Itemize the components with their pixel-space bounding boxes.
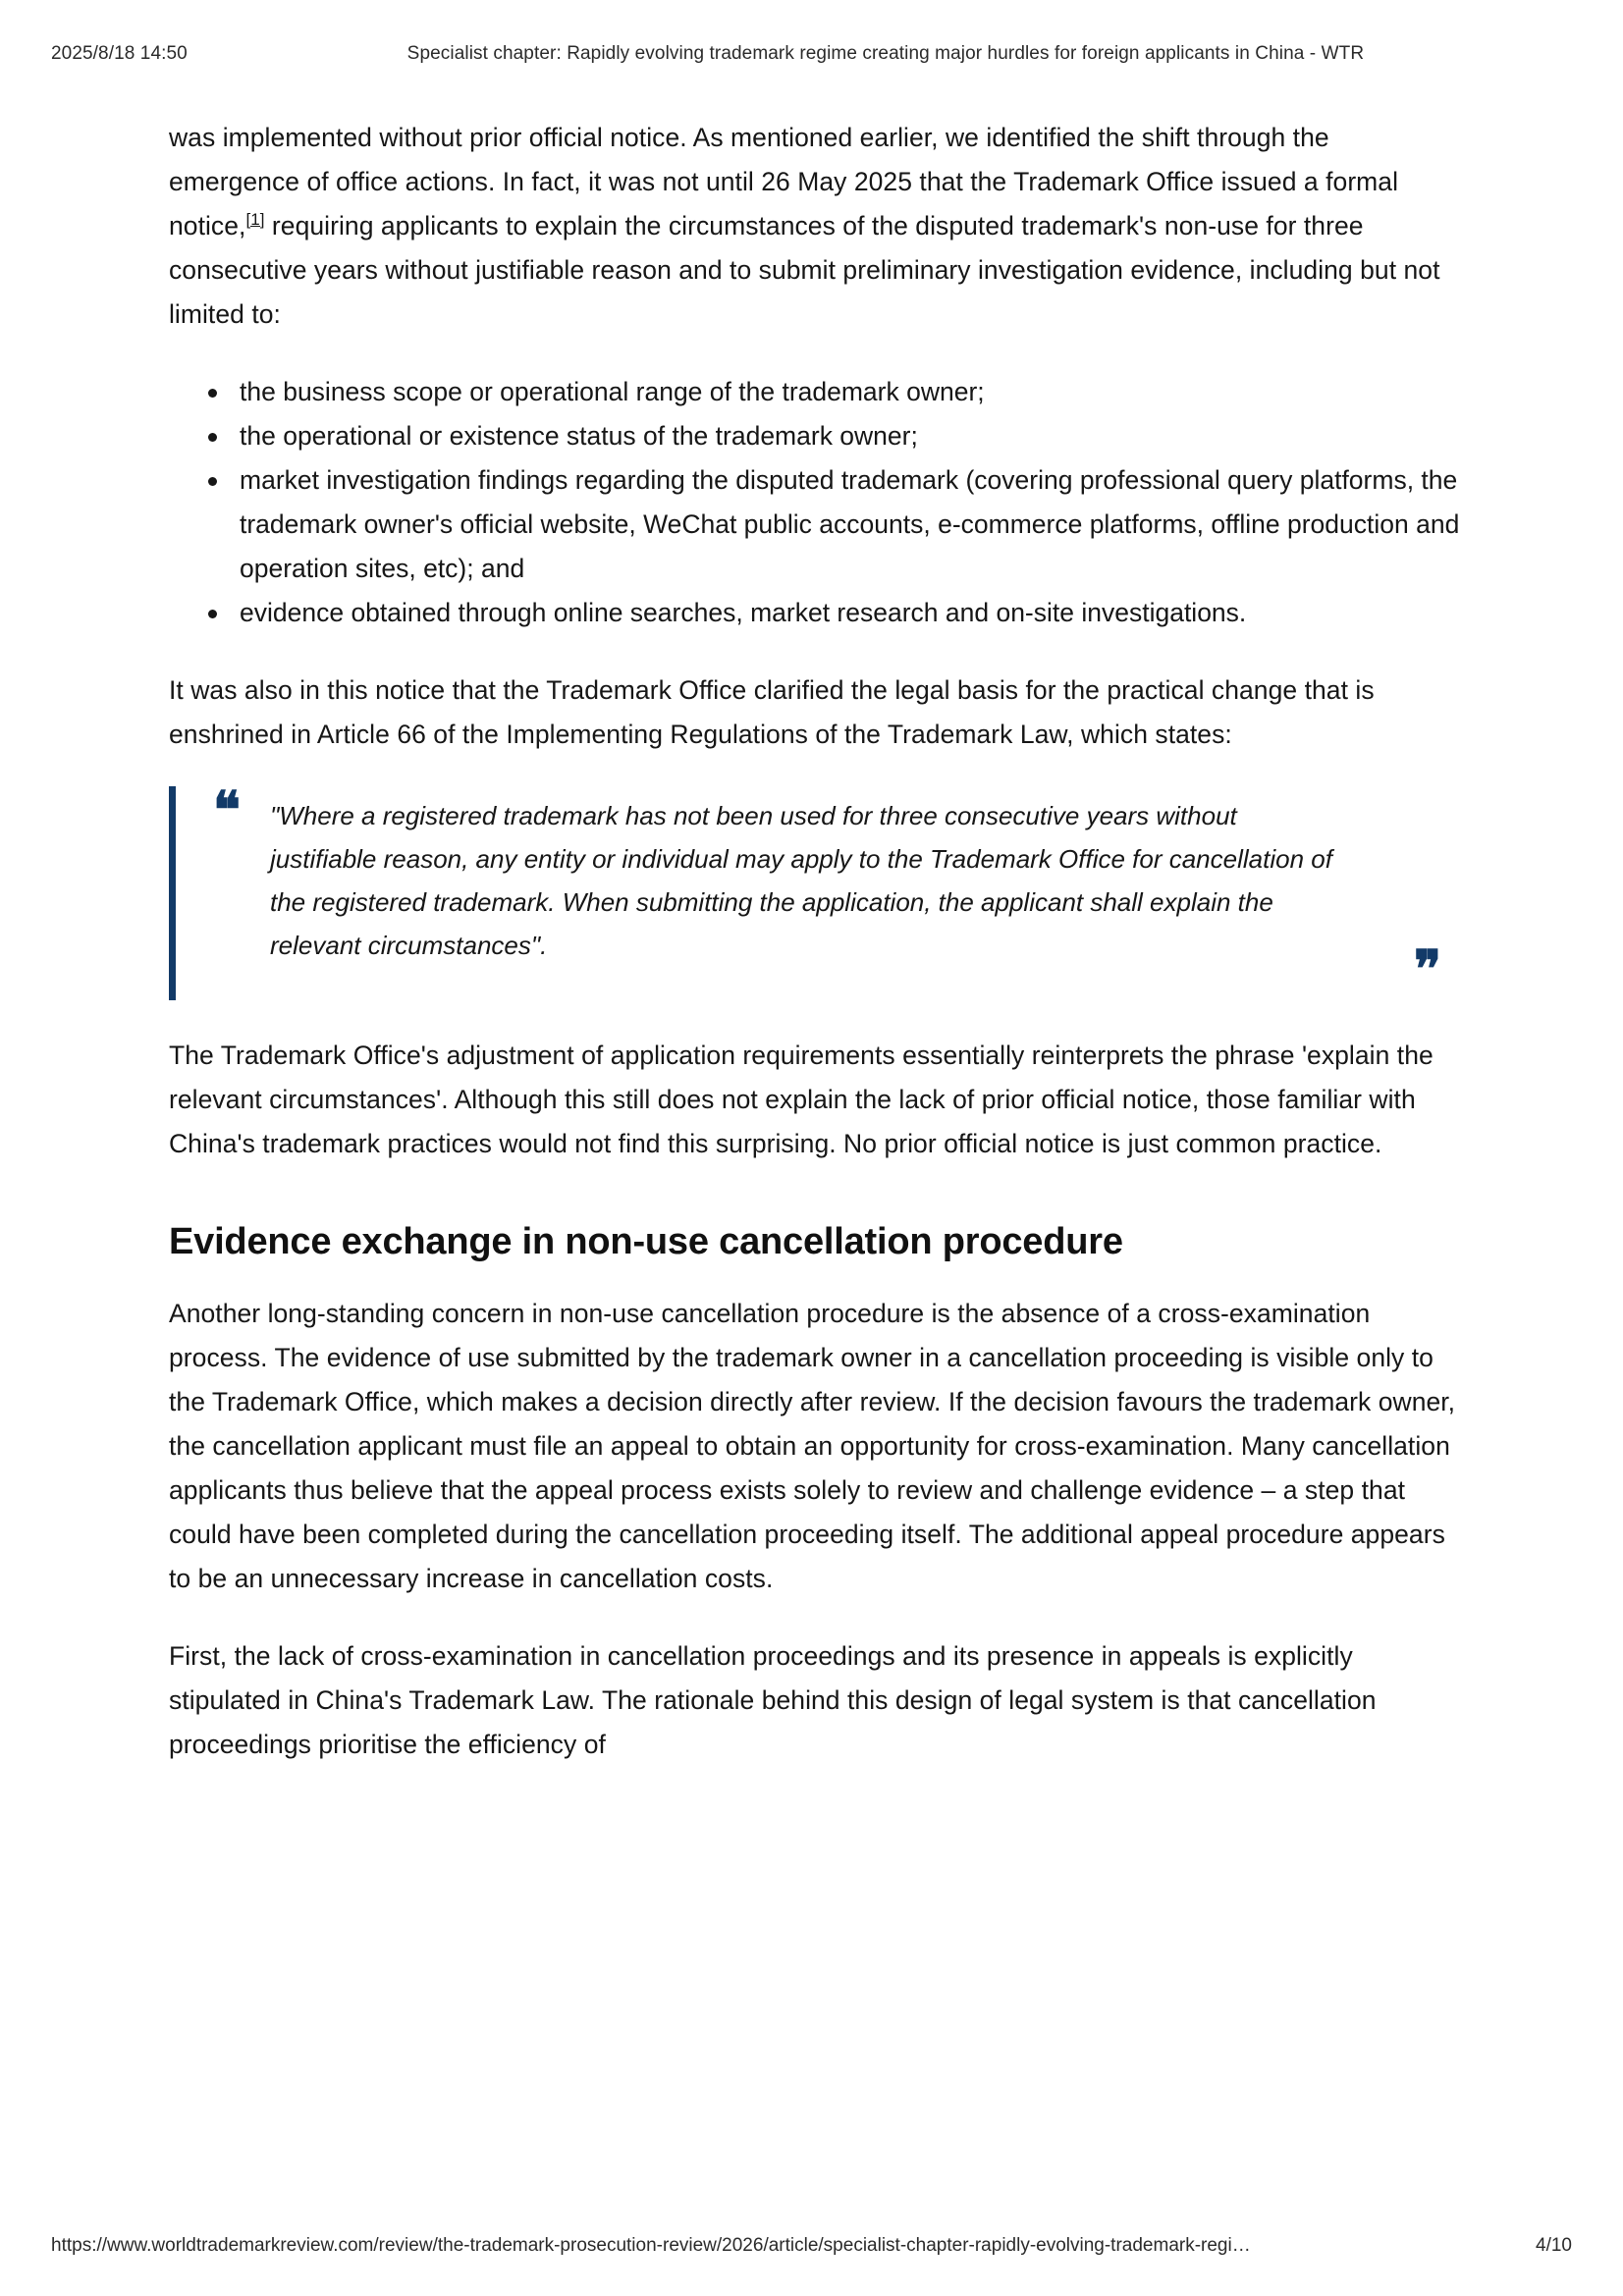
print-date: 2025/8/18 14:50	[51, 43, 188, 64]
page-number: 4/10	[1536, 2235, 1572, 2256]
print-title: Specialist chapter: Rapidly evolving trademark regime creating major hurdles for foreign applicants in China - WTR	[406, 43, 1365, 64]
paragraph-1-text-after-footnote: requiring applicants to explain the circumstances of the disputed trademark's non-use for three consecutive years without justifiable reason and to submit preliminary investigation evidence, including but not limited to:	[169, 211, 1440, 329]
list-item: the business scope or operational range of the trademark owner;	[222, 370, 1465, 414]
paragraph-continuation	[169, 116, 1465, 337]
list-item: the operational or existence status of the trademark owner;	[222, 414, 1465, 458]
print-header	[0, 43, 1623, 65]
paragraph-evidence-exchange: Another long-standing concern in non-use cancellation procedure is the absence of a cross-examination process. The evidence of use submitted by the trademark owner in a cancellation proceeding is visible only to the Trademark Office, which makes a decision directly after review. If the decision favours the trademark owner, the cancellation applicant must file an appeal to obtain an opportunity for cross-examination. Many cancellation applicants thus believe that the appeal process exists solely to review and challenge evidence – a step that could have been completed during the cancellation proceeding itself. The additional appeal procedure appears to be an unnecessary increase in cancellation costs.	[169, 1299, 1456, 1593]
footnote-link[interactable]: [1]	[245, 210, 265, 230]
section-heading: Evidence exchange in non-use cancellation procedure	[169, 1221, 1123, 1262]
source-url: https://www.worldtrademarkreview.com/review/the-trademark-prosecution-review/2026/article/specialist-chapter-rapidly-evolving-trademark-regi…	[51, 2235, 1251, 2256]
article-content	[169, 116, 1465, 1800]
paragraph-adjustment: The Trademark Office's adjustment of application requirements essentially reinterprets the phrase 'explain the relevant circumstances'. Although this still does not explain the lack of prior official notice, those familiar with China's trademark practices would not find this surprising. No prior official notice is just common practice.	[169, 1041, 1434, 1158]
print-footer	[0, 2235, 1623, 2257]
paragraph-legal-basis: It was also in this notice that the Trademark Office clarified the legal basis for the practical change that is enshrined in Article 66 of the Implementing Regulations of the Trademark Law, which states:	[169, 675, 1375, 749]
requirements-list	[169, 370, 1465, 635]
paragraph-1-text-before-footnote: was implemented without prior official notice. As mentioned earlier, we identified the shift through the emergence of office actions. In fact, it was not until 26 May 2025 that the Trademark Office issued a formal notice,	[169, 123, 1399, 240]
quote-close-icon: ❞	[1414, 942, 1441, 998]
quote-open-icon: ❝	[213, 783, 241, 839]
blockquote	[169, 783, 1465, 1000]
list-item: evidence obtained through online searches, market research and on-site investigations.	[222, 591, 1465, 635]
paragraph-cross-examination: First, the lack of cross-examination in cancellation proceedings and its presence in appeals is explicitly stipulated in China's Trademark Law. The rationale behind this design of legal system is that cancellation proceedings prioritise the efficiency of	[169, 1641, 1377, 1759]
blockquote-text: "Where a registered trademark has not been used for three consecutive years without justifiable reason, any entity or individual may apply to the Trademark Office for cancellation of the registered trademark. When submitting the application, the applicant shall explain the relevant circumstances".	[270, 801, 1332, 960]
footnote-reference[interactable]	[245, 210, 264, 229]
list-item: market investigation findings regarding the disputed trademark (covering professional query platforms, the trademark owner's official website, WeChat public accounts, e-commerce platforms, offline production and operation sites, etc); and	[222, 458, 1465, 591]
